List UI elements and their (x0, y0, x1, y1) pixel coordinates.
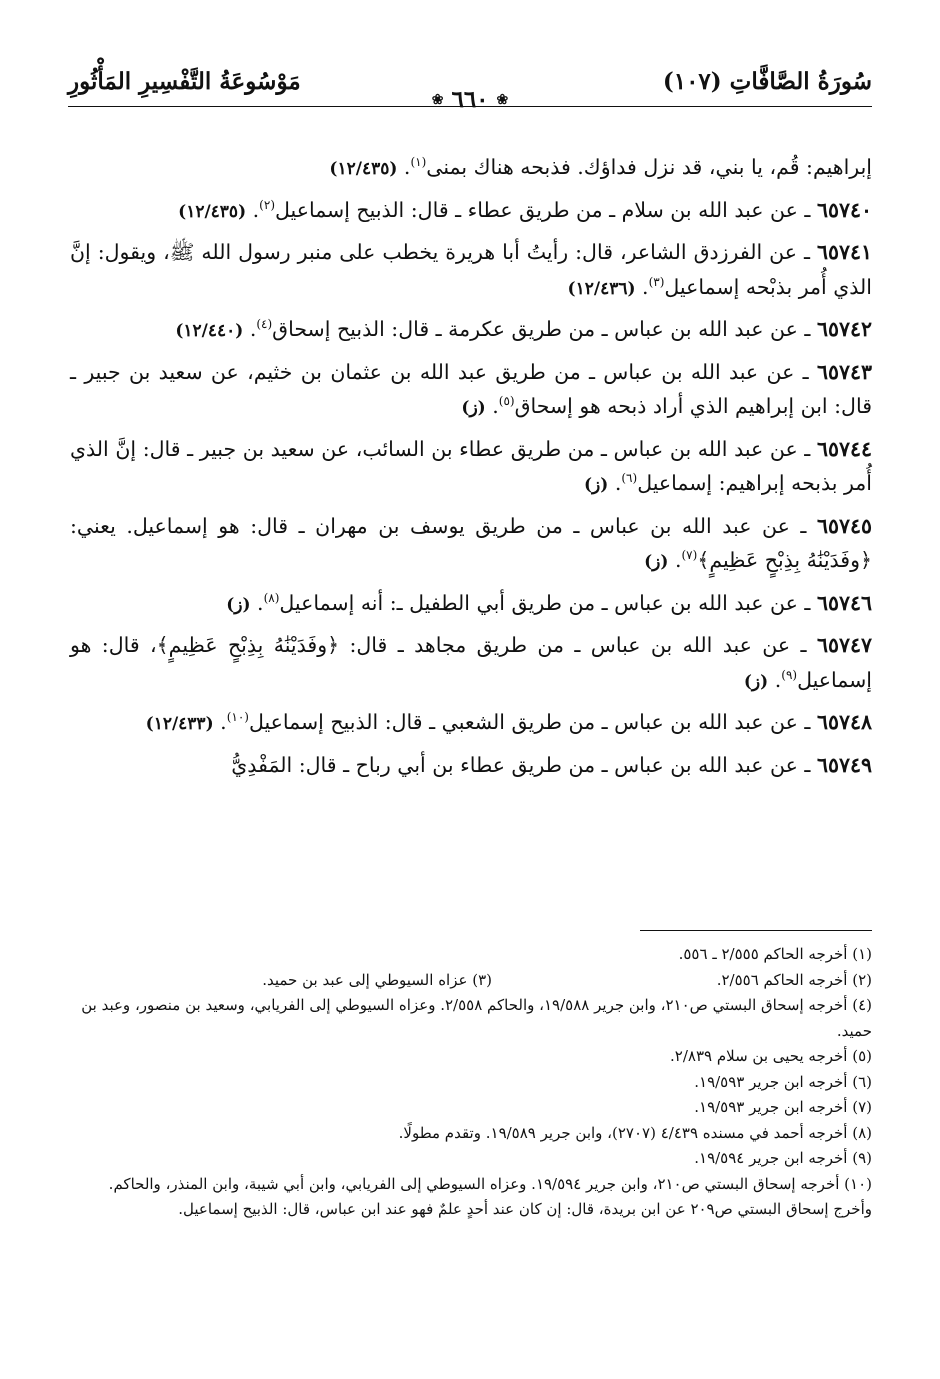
book-title: مَوْسُوعَةُ التَّفْسِيرِ المَأْثُورِ (68, 68, 301, 95)
paragraph (70, 355, 872, 426)
footnote-marker[interactable]: (٤) (256, 317, 273, 332)
paragraph-tail: . (252, 197, 260, 222)
paragraph-number: ٦٥٧٤١ (816, 240, 872, 264)
paragraph-text: ـ عن عبد الله بن عباس ـ من طريق الشعبي ـ قال: الذبيح إسماعيل (248, 710, 817, 734)
paragraph-number: ٦٥٧٤٦ (816, 590, 872, 615)
paragraph (70, 312, 872, 349)
footnote-marker[interactable]: (٩) (781, 667, 798, 682)
volume-reference: (١٢/٤٤٠) (175, 321, 244, 341)
footnote-marker[interactable]: (٣) (648, 274, 665, 289)
paragraph-number: ٦٥٧٤٤ (816, 436, 872, 461)
paragraph (70, 150, 872, 187)
footnote: (٣) عزاه السيوطي إلى عبد بن حميد. (262, 970, 492, 989)
footnote: (٧) أخرجه ابن جرير ١٩/٥٩٣. (694, 1098, 872, 1116)
ornament-icon: ❀ (431, 91, 444, 108)
footnotes (70, 942, 872, 1223)
paragraph-tail: . (257, 590, 264, 615)
footnote: (١٠) أخرجه إسحاق البستي ص٢١٠، وابن جرير ١٩/٥٩٤. وعزاه السيوطي إلى الفريابي، وابن أبي شيبة، وابن المنذر، والحاكم. وأخرج إسحاق البستي ص٢٠٩ عن ابن بريدة، قال: إن كان عند أحدٍ علمٌ فهو عند ابن عباس، قال: الذبيح إسماعيل. (108, 1174, 872, 1218)
paragraph-tail: . (403, 155, 411, 179)
volume-reference: (١٢/٤٣٣) (145, 714, 214, 734)
footnote-marker[interactable]: (٥) (498, 394, 515, 409)
volume-reference: (ز) (743, 671, 769, 692)
footnote-marker[interactable]: (٢) (259, 197, 275, 212)
footnote-marker[interactable]: (٧) (681, 548, 698, 563)
footnote-marker[interactable]: (٨) (263, 590, 280, 605)
paragraph-tail: . (774, 667, 782, 692)
footnote-divider (640, 930, 872, 931)
paragraph-text: ـ عن عبد الله بن عباس ـ من طريق عبد الله بن عثمان بن خثيم، عن سعيد بن جبير ـ قال: ابن إبراهيم الذي أراد ذبحه هو إسحاق (70, 359, 872, 418)
surah-title: سُورَةُ الصَّافَّاتِ (١٠٧) (662, 68, 872, 95)
paragraph-number: ٦٥٧٤٧ (816, 633, 872, 657)
footnote: (٨) أخرجه أحمد في مسنده ٤/٤٣٩ (٢٧٠٧)، وابن جرير ١٩/٥٨٩. وتقدم مطولًا. (398, 1123, 872, 1142)
paragraph-text: ـ عن عبد الله بن عباس ـ من طريق مجاهد ـ قال: ﴿وفَدَيْنَٰهُ بِذِبْحٍ عَظِيمٍ﴾، قال: هو إسماعيل (70, 633, 872, 692)
page-number: ٦٦٠ (451, 86, 489, 113)
volume-reference: (١٢/٤٣٥) (329, 159, 398, 179)
ornament-icon: ❀ (496, 91, 509, 108)
footnote: (٥) أخرجه يحيى بن سلام ٢/٨٣٩. (670, 1047, 872, 1065)
paragraph-number: ٦٥٧٤٠ (816, 197, 872, 222)
paragraph-tail: . (614, 471, 622, 495)
footnote: (١) أخرجه الحاكم ٢/٥٥٥ ـ ٥٥٦. (678, 945, 872, 963)
footnote: (٢) أخرجه الحاكم ٢/٥٥٦. (716, 970, 872, 989)
paragraph-text: ـ عن عبد الله بن عباس ـ من طريق عطاء بن أبي رباح ـ قال: المَفْدِيُّ (231, 752, 817, 777)
footnote-row (70, 968, 872, 994)
paragraph-number: ٦٥٧٤٩ (816, 752, 872, 777)
paragraph-text: ـ عن عبد الله بن عباس ـ من طريق أبي الطفيل ـ: أنه إسماعيل (279, 590, 817, 615)
paragraph-tail: . (220, 710, 227, 734)
paragraph-text: ـ عن عبد الله بن سلام ـ من طريق عطاء ـ قال: الذبيح إسماعيل (275, 197, 817, 222)
paragraph (70, 432, 872, 503)
paragraph-number: ٦٥٧٤٥ (816, 513, 872, 538)
paragraph-number: ٦٥٧٤٣ (816, 359, 872, 384)
paragraph-tail: . (249, 317, 257, 341)
main-text (70, 150, 872, 788)
paragraph (70, 586, 872, 623)
paragraph-text: ـ عن عبد الله بن عباس ـ من طريق عطاء بن السائب، عن سعيد بن جبير ـ قال: إنَّ الذي أُمر بذبحه إبراهيم: إسماعيل (70, 436, 872, 495)
footnote: (٩) أخرجه ابن جرير ١٩/٥٩٤. (694, 1149, 872, 1167)
page-number-group (432, 86, 509, 113)
paragraph (70, 509, 872, 580)
volume-reference: (ز) (461, 398, 486, 418)
volume-reference: (١٢/٤٣٦) (567, 278, 636, 299)
footnote: (٦) أخرجه ابن جرير ١٩/٥٩٣. (694, 1072, 872, 1091)
paragraph-text: ـ عن عبد الله بن عباس ـ من طريق عكرمة ـ قال: الذبيح إسحاق (272, 317, 817, 341)
volume-reference: (١٢/٤٣٥) (178, 201, 247, 222)
footnote-marker[interactable]: (٦) (621, 471, 638, 486)
footnote-marker[interactable]: (١٠) (226, 710, 249, 725)
footnote-marker[interactable]: (١) (410, 155, 427, 170)
paragraph-text: ـ عن عبد الله بن عباس ـ من طريق يوسف بن مهران ـ قال: هو إسماعيل. يعني: ﴿وفَدَيْنَٰهُ بِذِبْحٍ عَظِيمٍ﴾ (70, 513, 872, 572)
volume-reference: (ز) (644, 552, 669, 572)
paragraph (70, 193, 872, 230)
volume-reference: (ز) (226, 594, 251, 615)
paragraph-number: ٦٥٧٤٨ (816, 710, 872, 734)
paragraph (70, 628, 872, 699)
paragraph (70, 235, 872, 306)
footnote: (٤) أخرجه إسحاق البستي ص٢١٠، وابن جرير ١٩/٥٨٨، والحاكم ٢/٥٥٨. وعزاه السيوطي إلى الفريابي، وسعيد بن منصور، وعبد بن حميد. (81, 996, 872, 1040)
paragraph-tail: . (674, 548, 682, 572)
paragraph-tail: . (642, 274, 649, 299)
paragraph (70, 705, 872, 742)
volume-reference: (ز) (584, 475, 609, 495)
paragraph-number: ٦٥٧٤٢ (816, 317, 872, 341)
header-divider (68, 106, 872, 107)
page-header (68, 62, 872, 112)
paragraph (70, 748, 872, 783)
paragraph-text: إبراهيم: قُم، يا بني، قد نزل فداؤك. فذبحه هناك بمنى (426, 155, 872, 179)
paragraph-text: ـ عن الفرزدق الشاعر، قال: رأيتُ أبا هريرة يخطب على منبر رسول الله ﷺ، ويقول: إنَّ الذي أُمر بذبْحه إسماعيل (70, 240, 872, 299)
paragraph-tail: . (492, 394, 499, 418)
